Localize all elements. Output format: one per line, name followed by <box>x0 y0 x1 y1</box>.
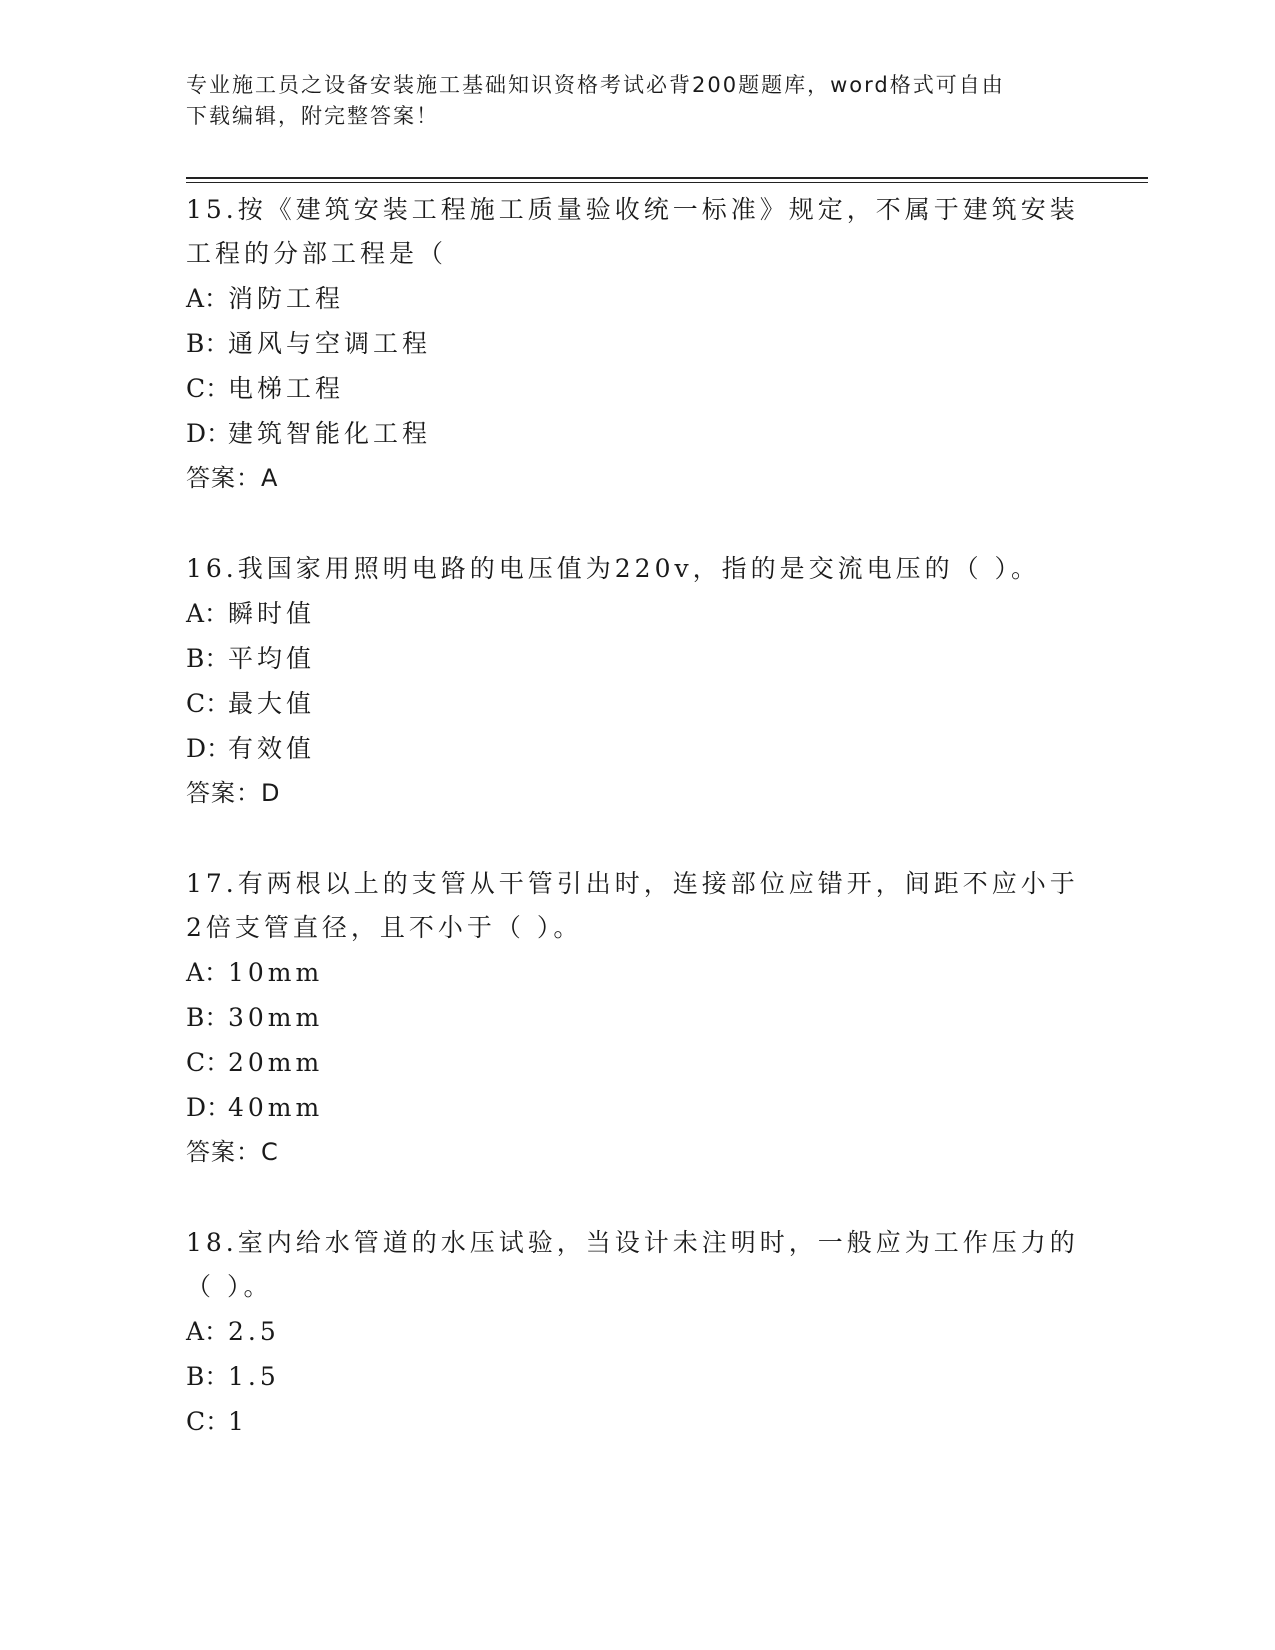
option-d <box>186 726 1086 771</box>
question-stem: 15.按《建筑安装工程施工质量验收统一标准》规定，不属于建筑安装工程的分部工程是（ <box>186 195 1079 268</box>
option-text: 10mm <box>228 958 324 987</box>
option-b <box>186 995 1086 1040</box>
option-text: 30mm <box>228 1003 324 1032</box>
question-17 <box>186 862 1086 1175</box>
option-c <box>186 681 1086 726</box>
option-c <box>186 1399 1086 1444</box>
header-line: 下载编辑，附完整答案！ <box>186 104 439 128</box>
header-divider <box>186 182 1148 183</box>
option-key: D： <box>186 419 232 448</box>
question-15 <box>186 188 1086 501</box>
option-key: D： <box>186 734 232 763</box>
option-text: 20mm <box>228 1048 324 1077</box>
option-key: A： <box>186 958 230 987</box>
option-a <box>186 950 1086 995</box>
option-key: C： <box>186 374 231 403</box>
option-key: C： <box>186 689 231 718</box>
question-18 <box>186 1221 1086 1444</box>
option-b <box>186 321 1086 366</box>
option-text: 2.5 <box>228 1317 280 1346</box>
option-text: 1 <box>228 1407 248 1436</box>
option-d <box>186 411 1086 456</box>
option-key: A： <box>186 1317 230 1346</box>
option-c <box>186 1040 1086 1085</box>
option-a <box>186 591 1086 636</box>
option-key: B： <box>186 1362 230 1391</box>
document-header <box>186 70 1086 132</box>
option-text: 电梯工程 <box>228 374 345 403</box>
option-text: 1.5 <box>228 1362 280 1391</box>
header-divider <box>186 177 1148 179</box>
option-d <box>186 1085 1086 1130</box>
option-key: B： <box>186 329 230 358</box>
question-stem: 18.室内给水管道的水压试验，当设计未注明时，一般应为工作压力的（ ）。 <box>186 1228 1079 1301</box>
option-key: B： <box>186 644 230 673</box>
answer-line: 答案：A <box>186 464 279 492</box>
header-line: 专业施工员之设备安装施工基础知识资格考试必背200题题库，word格式可自由 <box>186 73 1005 97</box>
question-16 <box>186 547 1086 816</box>
answer-line: 答案：C <box>186 1138 279 1166</box>
option-text: 建筑智能化工程 <box>228 419 432 448</box>
question-stem: 17.有两根以上的支管从干管引出时，连接部位应错开，间距不应小于2倍支管直径，且不小于（ ）。 <box>186 869 1079 942</box>
option-key: B： <box>186 1003 230 1032</box>
option-key: A： <box>186 599 230 628</box>
option-a <box>186 1309 1086 1354</box>
question-list <box>186 188 1086 1490</box>
answer-line: 答案：D <box>186 779 281 807</box>
option-text: 通风与空调工程 <box>228 329 432 358</box>
option-b <box>186 636 1086 681</box>
option-text: 瞬时值 <box>228 599 316 628</box>
option-c <box>186 366 1086 411</box>
option-key: C： <box>186 1407 231 1436</box>
option-text: 消防工程 <box>228 284 345 313</box>
option-key: C： <box>186 1048 231 1077</box>
option-key: A： <box>186 284 230 313</box>
question-stem: 16.我国家用照明电路的电压值为220v，指的是交流电压的（ ）。 <box>186 554 1041 583</box>
option-text: 40mm <box>228 1093 324 1122</box>
option-a <box>186 276 1086 321</box>
option-text: 平均值 <box>228 644 316 673</box>
option-b <box>186 1354 1086 1399</box>
option-key: D： <box>186 1093 232 1122</box>
option-text: 有效值 <box>228 734 316 763</box>
option-text: 最大值 <box>228 689 316 718</box>
